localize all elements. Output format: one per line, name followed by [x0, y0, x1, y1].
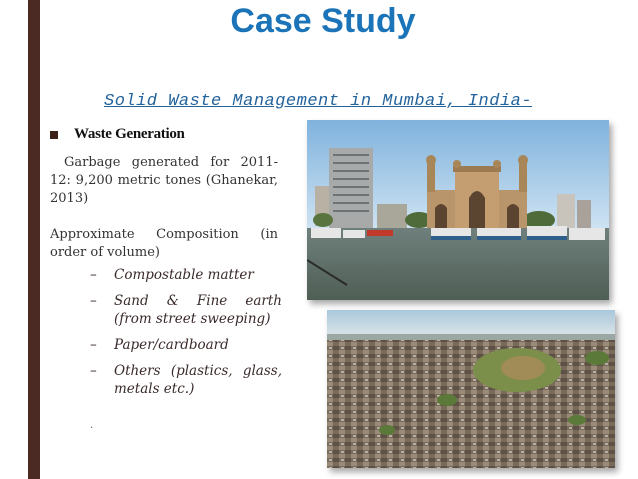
list-item-text: Others (plastics, glass, metals etc.) [114, 363, 282, 397]
slide-title: Case Study [230, 2, 416, 40]
list-item [90, 362, 282, 398]
slide-subtitle: Solid Waste Management in Mumbai, India- [104, 92, 533, 111]
dash-marker: – [90, 337, 97, 353]
list-item-text: Paper/cardboard [114, 337, 229, 353]
list-item-text: Sand & Fine earth (from street sweeping) [114, 293, 282, 327]
dash-marker: – [90, 293, 97, 309]
list-item [90, 292, 282, 328]
trailing-mark: . [90, 420, 94, 431]
left-accent-bar [28, 0, 40, 479]
harbour-photo [307, 120, 609, 300]
dash-marker: – [90, 267, 97, 283]
slum-landscape-photo [327, 310, 615, 468]
list-item [90, 336, 282, 354]
dash-marker: – [90, 363, 97, 379]
composition-intro: Approximate Composition (in order of volume) [50, 227, 278, 260]
garbage-lead-text: Garbage generated for 2011- [64, 155, 278, 170]
bullet-waste-generation [50, 126, 185, 143]
square-bullet-icon [50, 131, 58, 139]
bullet-heading: Waste Generation [74, 126, 185, 142]
list-item [90, 266, 282, 284]
list-item-text: Compostable matter [114, 267, 254, 283]
garbage-paragraph [50, 154, 278, 208]
composition-list [90, 266, 282, 406]
garbage-cont-text: 12: 9,200 metric tones (Ghanekar, 2013) [50, 173, 278, 206]
